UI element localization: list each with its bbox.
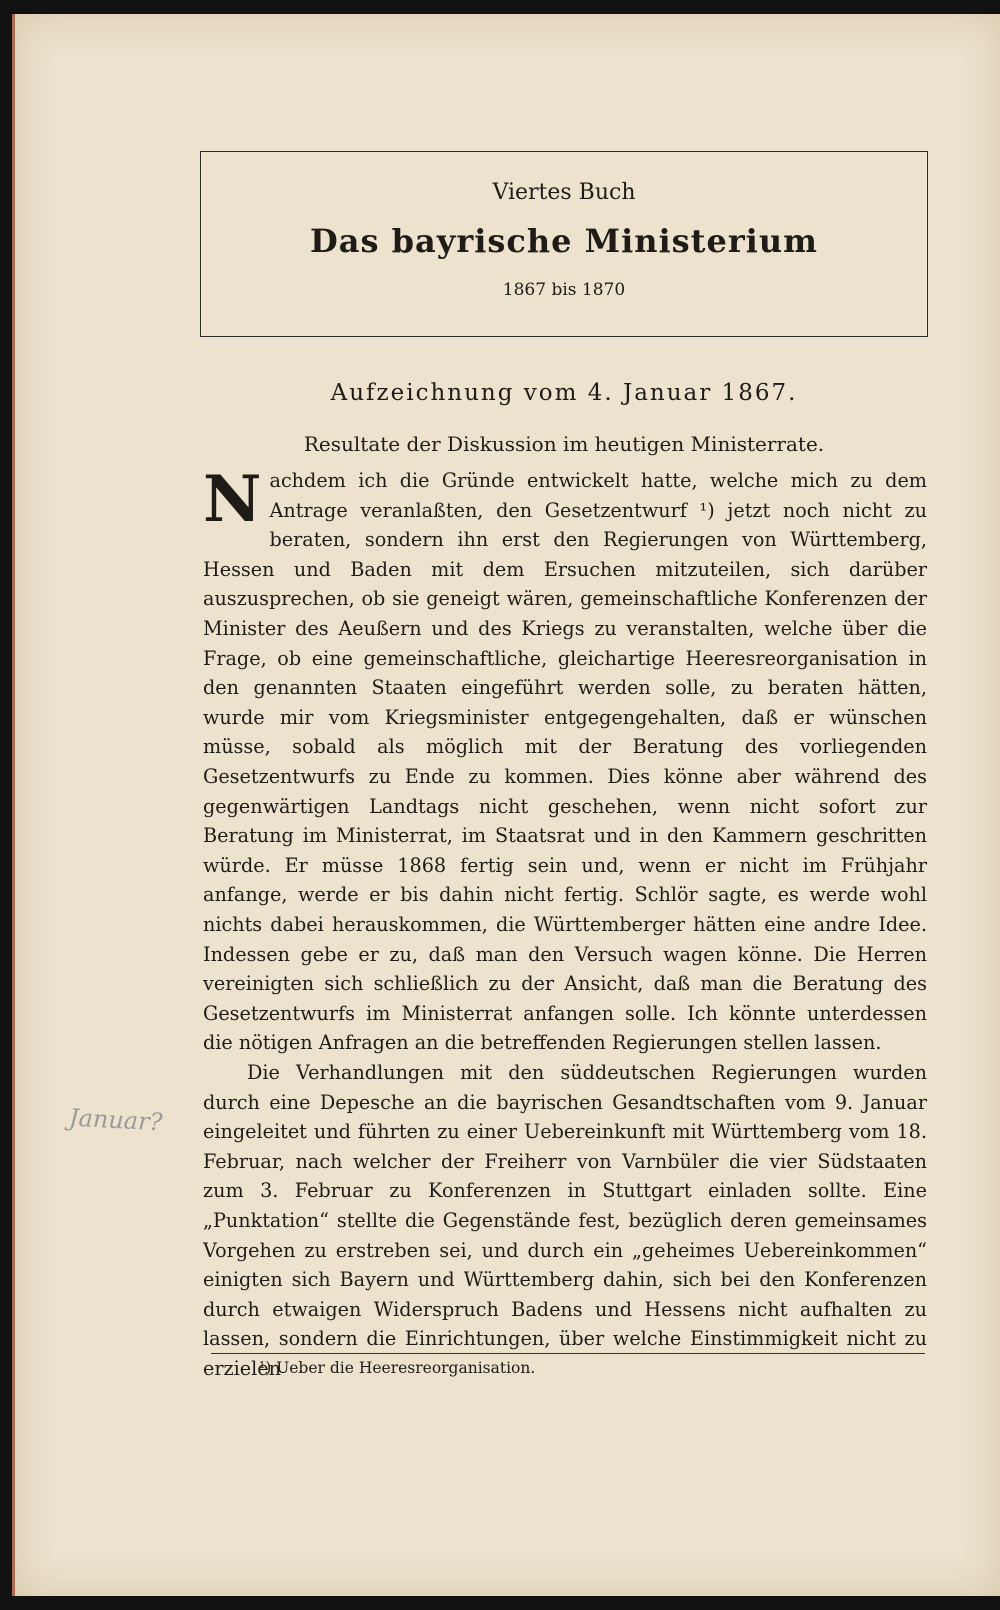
section-subheading: Resultate der Diskussion im heutigen Ministerrate. — [303, 432, 825, 456]
year-range: 1867 bis 1870 — [502, 280, 626, 300]
body-paragraph-1 — [203, 462, 927, 1055]
book-label: Viertes Buch — [492, 180, 636, 205]
drop-cap: N — [203, 462, 262, 537]
footnote-divider — [211, 1353, 925, 1354]
paragraph-1-text: achdem ich die Gründe entwickelt hatte, welche mich zu dem Antrage veranlaßten, den Gesetzentwurf ¹) jetzt noch nicht zu beraten, sondern ihn erst den Regierungen von Württemberg, Hessen und Baden mit dem Ersuchen mitzuteilen, sich darüber auszusprechen, ob sie geneigt wären, gemeinschaftliche Konferenzen der Minister des Aeußern und des Kriegs zu veranstalten, welche über die Frage, ob eine gemeinschaftliche, gleichartige Heeresreorganisation in den genannten Staaten eingeführt werden solle, zu beraten hätten, wurde mir vom Kriegsminister entgegengehalten, daß er wünschen müsse, sobald als möglich mit der Beratung des vorliegenden Gesetzentwurfs zu Ende zu kommen. Dies könne aber während des gegenwärtigen Landtags nicht geschehen, wenn nicht sofort zur Beratung im Ministerrat, im Staatsrat und in den Kammern geschritten würde. Er müsse 1868 fertig sein und, wenn er nicht im Frühjahr anfange, werde er bis dahin nicht fertig. Schlör sagte, es werde wohl nichts dabei herauskommen, die Württemberger hätten eine andre Idee. Indessen gebe er zu, daß man den Versuch wagen könne. Die Herren vereinigten sich schließlich zu der Ansicht, daß man die Beratung des Gesetzentwurfs im Ministerrat anfangen solle. Ich könnte unterdessen die nötigen Anfragen an die betreffenden Regierungen stellen lassen. — [203, 469, 927, 1055]
book-page — [12, 14, 1000, 1596]
handwritten-margin-note: Januar? — [68, 1103, 164, 1137]
title-box — [200, 151, 928, 337]
footnote: ¹) Ueber die Heeresreorganisation. — [259, 1359, 536, 1377]
main-title: Das bayrische Ministerium — [310, 222, 818, 260]
section-heading: Aufzeichnung vom 4. Januar 1867. — [330, 380, 798, 406]
body-paragraph-2: Die Verhandlungen mit den süddeutschen Regierungen wurden durch eine Depesche an die bayrischen Gesandtschaften vom 9. Januar eingeleitet und führten zu einer Uebereinkunft mit Württemberg vom 18. Februar, nach welcher der Freiherr von Varnbüler die vier Südstaaten zum 3. Februar zu Konferenzen in Stuttgart einladen sollte. Eine „Punktation“ stellte die Gegenstände fest, bezüglich deren gemeinsames Vorgehen zu erstreben sei, und durch ein „geheimes Uebereinkommen“ einigten sich Bayern und Württemberg dahin, sich bei den Konferenzen durch etwaigen Widerspruch Badens und Hessens nicht aufhalten zu lassen, sondern die Einrichtungen, über welche Einstimmigkeit nicht zu erzielen — [203, 1061, 927, 1380]
